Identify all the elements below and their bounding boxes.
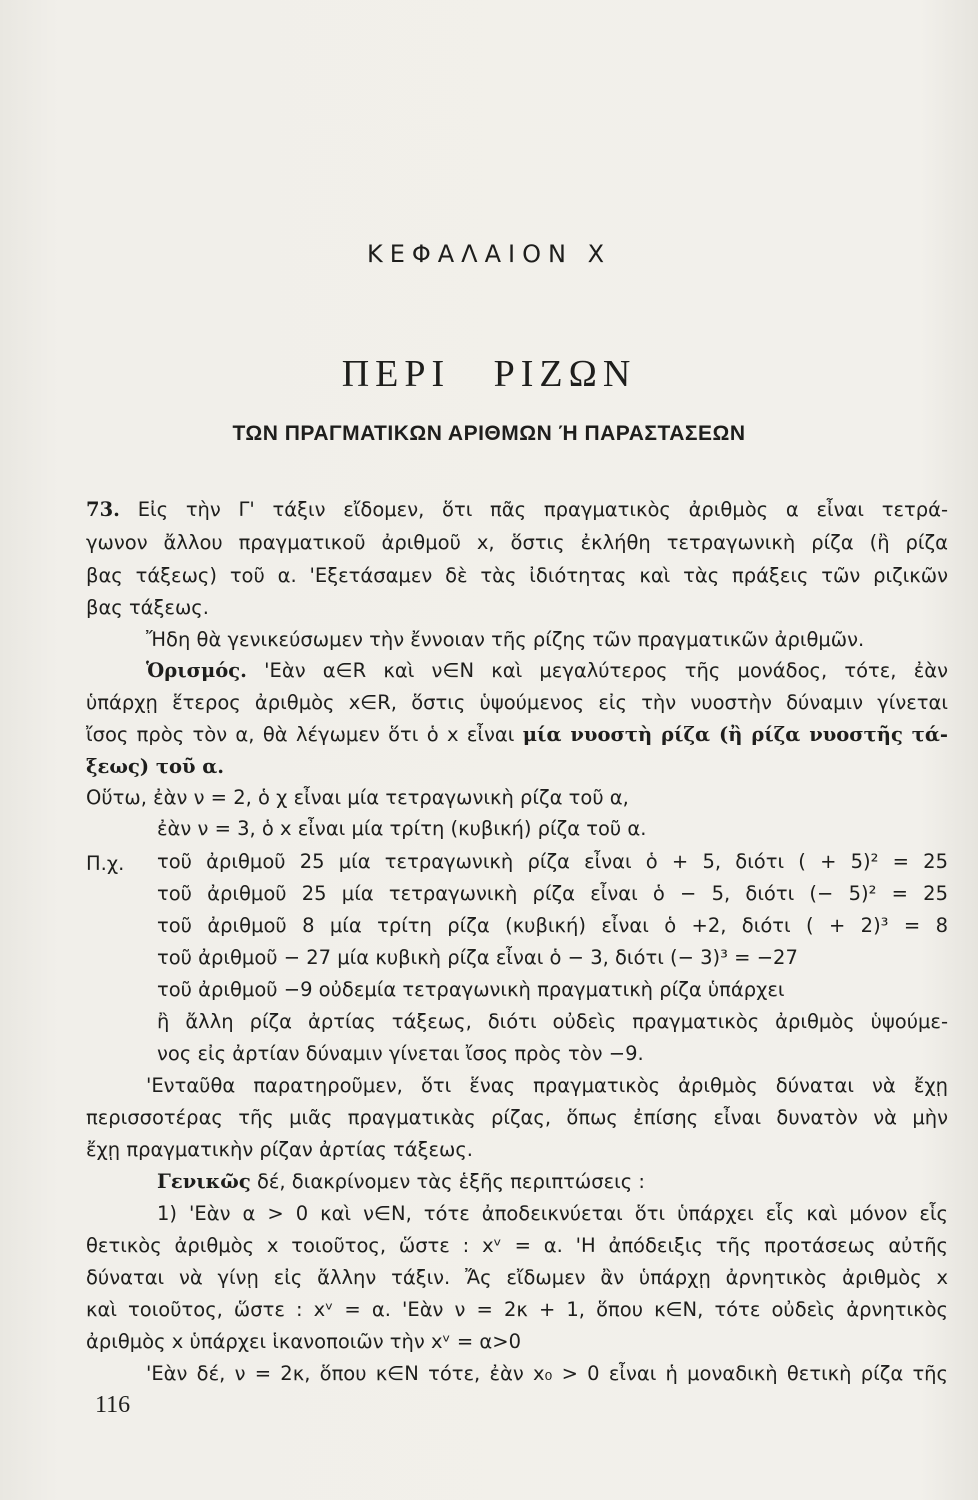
section-title: ΠΕΡΙ ΡΙΖΩΝ [341, 353, 637, 395]
text-line: Γενικῶς δέ, διακρίνομεν τὰς ἑξῆς περιπτώσεις : [157, 1170, 645, 1193]
text-line: βας τάξεως) τοῦ α. 'Εξετάσαμεν δὲ τὰς ἰδιότητας καὶ τὰς πράξεις τῶν ριζικῶν [86, 564, 948, 587]
text-line: θετικὸς ἀριθμὸς x τοιοῦτος, ὥστε : xᵛ = α. 'Η ἀπόδειξις τῆς προτάσεως αὐτῆς [86, 1234, 948, 1257]
text-line: καὶ τοιοῦτος, ὥστε : xᵛ = α. 'Εὰν ν = 2κ + 1, ὅπου κ∈N, τότε οὐδεὶς ἀρνητικὸς [86, 1298, 948, 1321]
general-label: Γενικῶς [157, 1170, 251, 1193]
chapter-heading: ΚΕΦΑΛΑΙΟΝ Χ [366, 240, 612, 268]
text-line: ἐὰν ν = 3, ὁ x εἶναι μία τρίτη (κυβική) ρίζα τοῦ α. [157, 817, 647, 840]
defined-term: μία νυοστὴ ρίζα (ἢ ρίζα νυοστῆς τά- [522, 723, 948, 746]
example-line: τοῦ ἀριθμοῦ − 27 μία κυβικὴ ρίζα εἶναι ὁ − 3, διότι (− 3)³ = −27 [157, 946, 798, 969]
text-line: Οὕτω, ἐὰν ν = 2, ὁ χ εἶναι μία τετραγωνικὴ ρίζα τοῦ α, [86, 786, 629, 809]
text-line: ἴσος πρὸς τὸν α, θὰ λέγωμεν ὅτι ὁ x εἶναι μία νυοστὴ ρίζα (ἢ ρίζα νυοστῆς τά- [86, 723, 948, 746]
definition-label: Ὁρισμός. [146, 659, 247, 682]
example-line: νος εἰς ἀρτίαν δύναμιν γίνεται ἴσος πρὸς τὸν −9. [157, 1042, 644, 1065]
text-line: γωνον ἄλλου πραγματικοῦ ἀριθμοῦ x, ὅστις ἐκλήθη τετραγωνικὴ ρίζα (ἢ ρίζα [86, 531, 948, 554]
text-line: 'Ενταῦθα παρατηροῦμεν, ὅτι ἕνας πραγματικὸς ἀριθμὸς δύναται νὰ ἔχῃ [146, 1074, 948, 1097]
paragraph-number: 73. [86, 498, 120, 521]
text-line: Ἤδη θὰ γενικεύσωμεν τὴν ἔννοιαν τῆς ρίζης τῶν πραγματικῶν ἀριθμῶν. [146, 628, 865, 651]
text-line: περισσοτέρας τῆς μιᾶς πραγματικὰς ρίζας, ὅπως ἐπίσης εἶναι δυνατὸν νὰ μὴν [86, 1106, 948, 1129]
text-line: ἔχῃ πραγματικὴν ρίζαν ἀρτίας τάξεως. [86, 1138, 473, 1161]
text-line: 73. Εἰς τὴν Γ' τάξιν εἴδομεν, ὅτι πᾶς πραγματικὸς ἀριθμὸς α εἶναι τετρά- [86, 498, 949, 521]
text-line: ἀριθμὸς x ὑπάρχει ἱκανοποιῶν τὴν xᵛ = α>0 [86, 1330, 521, 1353]
text-line: 'Εὰν δέ, ν = 2κ, ὅπου κ∈N τότε, ἐὰν x₀ > 0 εἶναι ἡ μοναδικὴ θετικὴ ρίζα τῆς [146, 1362, 948, 1385]
example-line: ἢ ἄλλη ρίζα ἀρτίας τάξεως, διότι οὐδεὶς πραγματικὸς ἀριθμὸς ὑψούμε- [157, 1010, 948, 1033]
text-line: ὑπάρχῃ ἕτερος ἀριθμὸς x∈R, ὅστις ὑψούμενος εἰς τὴν νυοστὴν δύναμιν γίνεται [86, 691, 948, 714]
text-line: δύναται νὰ γίνῃ εἰς ἄλλην τάξιν. Ἄς εἴδωμεν ἂν ὑπάρχῃ ἀρνητικὸς ἀριθμὸς x [86, 1266, 948, 1289]
text-line [86, 757, 224, 777]
example-line: τοῦ ἀριθμοῦ 25 μία τετραγωνικὴ ρίζα εἶναι ὁ + 5, διότι ( + 5)² = 25 [157, 850, 948, 873]
page-number: 116 [95, 1392, 131, 1418]
example-line: τοῦ ἀριθμοῦ 25 μία τετραγωνικὴ ρίζα εἶναι ὁ − 5, διότι (− 5)² = 25 [157, 882, 948, 905]
example-line: τοῦ ἀριθμοῦ 8 μία τρίτη ρίζα (κυβική) εἶναι ὁ +2, διότι ( + 2)³ = 8 [157, 914, 948, 937]
section-subtitle: ΤΩΝ ΠΡΑΓΜΑΤΙΚΩΝ ΑΡΙΘΜΩΝ Ή ΠΑΡΑΣΤΑΣΕΩΝ [232, 422, 746, 445]
definition-line: Ὁρισμός. 'Εὰν α∈R καὶ ν∈N καὶ μεγαλύτερος τῆς μονάδος, τότε, ἐὰν [146, 659, 948, 682]
text-line: 1) 'Εὰν α > 0 καὶ ν∈N, τότε ἀποδεικνύεται ὅτι ὑπάρχει εἷς καὶ μόνον εἷς [157, 1202, 948, 1225]
example-label: Π.χ. [86, 852, 125, 875]
defined-term-end: ξεως) τοῦ α. [86, 755, 225, 778]
example-line: τοῦ ἀριθμοῦ −9 οὐδεμία τετραγωνικὴ πραγματικὴ ρίζα ὑπάρχει [157, 978, 785, 1001]
text-line: βας τάξεως. [86, 596, 209, 619]
